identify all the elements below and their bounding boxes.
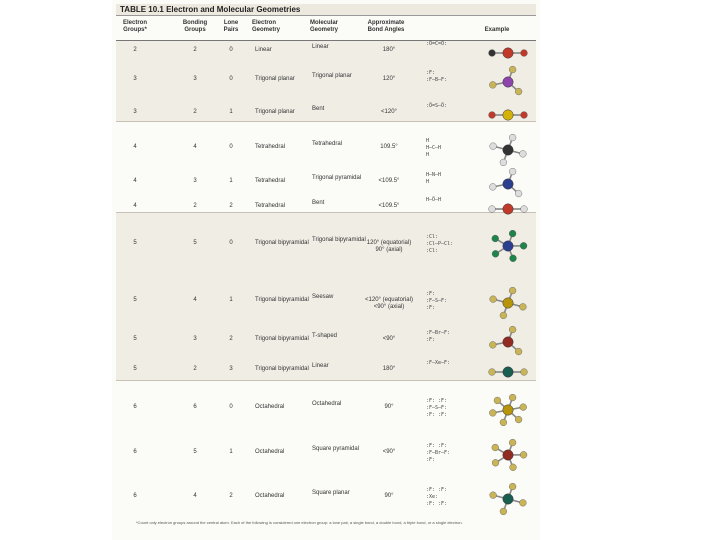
central-atom: [503, 337, 513, 347]
cell-molecular-geometry: Trigonal bipyramidal: [312, 237, 366, 243]
outer-atom: [510, 464, 517, 471]
cell-molecular-geometry: Seesaw: [312, 294, 334, 300]
cell-electron-groups: 2: [133, 47, 137, 53]
lewis-structure: H H–C–H H: [426, 138, 442, 158]
cell-electron-groups: 4: [133, 144, 137, 150]
cell-electron-geometry: Tetrahedral: [255, 203, 286, 209]
cell-bond-angles: 180°: [382, 366, 396, 372]
cell-lone-pairs: 3: [229, 366, 233, 372]
outer-atom: [489, 369, 496, 376]
central-atom: [503, 204, 513, 214]
lewis-structure: :F: :F: :F–S–F: :F: :F:: [426, 398, 448, 418]
cell-electron-groups: 3: [133, 109, 137, 115]
lewis-structure: H–Ö–H: [426, 197, 442, 203]
cell-electron-geometry: Tetrahedral: [255, 178, 286, 184]
cell-electron-geometry: Trigonal planar: [255, 76, 295, 82]
central-atom: [503, 367, 513, 377]
outer-atom: [500, 419, 507, 426]
lewis-structure: :F: :F: :Xe: :F: :F:: [426, 487, 448, 507]
outer-atom: [492, 444, 499, 451]
cell-lone-pairs: 1: [229, 109, 233, 115]
central-atom: [503, 48, 513, 58]
outer-atom: [500, 312, 507, 319]
cell-electron-groups: 6: [133, 493, 137, 499]
cell-lone-pairs: 0: [229, 240, 233, 246]
cell-lone-pairs: 2: [229, 493, 233, 499]
outer-atom: [521, 369, 528, 376]
cell-electron-groups: 5: [133, 336, 137, 342]
outer-atom: [520, 499, 527, 506]
cell-bonding-groups: 4: [193, 297, 197, 303]
cell-electron-groups: 4: [133, 178, 137, 184]
cell-electron-groups: 5: [133, 366, 137, 372]
cell-lone-pairs: 1: [229, 297, 233, 303]
outer-atom: [509, 439, 516, 446]
outer-atom: [521, 112, 528, 119]
outer-atom: [489, 341, 496, 348]
cell-bond-angles: 120°: [382, 76, 396, 82]
central-atom: [503, 77, 513, 87]
cell-electron-groups: 3: [133, 76, 137, 82]
outer-atom: [520, 303, 527, 310]
outer-atom: [509, 394, 516, 401]
central-atom: [503, 145, 513, 155]
cell-lone-pairs: 1: [229, 449, 233, 455]
central-atom: [503, 405, 513, 415]
header-molecular-geometry: Molecular Geometry: [310, 20, 339, 33]
cell-bond-angles: <109.5°: [378, 178, 400, 184]
outer-atom: [500, 508, 507, 515]
molecule-model-svg: [480, 352, 536, 392]
central-atom: [503, 450, 513, 460]
cell-molecular-geometry: Square pyramidal: [312, 446, 360, 452]
cell-bonding-groups: 2: [193, 47, 197, 53]
molecule-model: [480, 226, 536, 266]
cell-bond-angles: 109.5°: [380, 144, 398, 150]
central-atom: [503, 179, 513, 189]
cell-lone-pairs: 2: [229, 203, 233, 209]
lewis-structure: :F–Xe–F:: [426, 360, 451, 366]
outer-atom: [520, 404, 527, 411]
lewis-structure: :F: :F: :F–Br–F: :F:: [426, 443, 451, 463]
molecule-model: [480, 352, 536, 392]
footnote: *Count only electron groups around the central atom. Each of the following is considered one electron group: a lone pair, a single bond, a double bond, a triple bond, or a single electron.: [136, 520, 463, 525]
cell-bond-angles: <120°: [381, 109, 397, 115]
outer-atom: [509, 483, 516, 490]
outer-atom: [489, 409, 496, 416]
lewis-structure: H–N–H H: [426, 172, 442, 185]
cell-electron-geometry: Trigonal bipyramidal: [255, 240, 309, 246]
cell-molecular-geometry: Tetrahedral: [312, 141, 343, 147]
outer-atom: [489, 206, 496, 213]
central-atom: [503, 110, 513, 120]
outer-atom: [509, 287, 516, 294]
cell-molecular-geometry: Trigonal planar: [312, 73, 352, 79]
header-bond-angles: Approximate Bond Angles: [367, 20, 405, 33]
outer-atom: [492, 235, 499, 242]
molecule-model: [480, 390, 536, 430]
molecule-model: [480, 95, 536, 135]
lewis-structure: :Ö=C=Ö:: [426, 41, 448, 47]
cell-bond-angles: <90°: [382, 336, 396, 342]
outer-atom: [509, 168, 516, 175]
cell-molecular-geometry: Square planar: [312, 490, 350, 496]
cell-lone-pairs: 0: [229, 47, 233, 53]
outer-atom: [515, 88, 522, 95]
outer-atom: [515, 416, 522, 423]
header-bonding-groups: Bonding Groups: [182, 20, 208, 33]
header-lone-pairs: Lone Pairs: [223, 20, 239, 33]
molecule-model: [480, 479, 536, 519]
outer-atom: [490, 296, 497, 303]
cell-bond-angles: 180°: [382, 47, 396, 53]
cell-molecular-geometry: Linear: [312, 44, 329, 50]
molecule-model: [480, 189, 536, 229]
outer-atom: [520, 451, 527, 458]
outer-atom: [489, 50, 496, 57]
cell-bonding-groups: 4: [193, 493, 197, 499]
outer-atom: [510, 255, 517, 262]
molecule-model-svg: [480, 189, 536, 229]
cell-bonding-groups: 2: [193, 366, 197, 372]
cell-bonding-groups: 6: [193, 404, 197, 410]
cell-lone-pairs: 0: [229, 144, 233, 150]
cell-bonding-groups: 2: [193, 109, 197, 115]
molecule-model: [480, 435, 536, 475]
cell-bonding-groups: 2: [193, 203, 197, 209]
cell-molecular-geometry: Linear: [312, 363, 329, 369]
cell-electron-groups: 5: [133, 297, 137, 303]
header-example: Example: [484, 27, 510, 33]
molecule-model-svg: [480, 435, 536, 475]
cell-molecular-geometry: Trigonal pyramidal: [312, 175, 362, 181]
outer-atom: [509, 326, 516, 333]
molecule-model-svg: [480, 479, 536, 519]
molecule-model-svg: [480, 95, 536, 135]
group-separator: [116, 380, 536, 381]
cell-lone-pairs: 0: [229, 76, 233, 82]
outer-atom: [509, 134, 516, 141]
cell-bonding-groups: 3: [193, 178, 197, 184]
cell-bond-angles: 120° (equatorial) 90° (axial): [366, 240, 412, 253]
cell-bond-angles: 90°: [384, 404, 394, 410]
molecule-model-svg: [480, 283, 536, 323]
lewis-structure: :Cl: :Cl–P–Cl: :Cl:: [426, 234, 454, 254]
outer-atom: [494, 397, 501, 404]
cell-molecular-geometry: Octahedral: [312, 401, 342, 407]
cell-electron-geometry: Tetrahedral: [255, 144, 286, 150]
outer-atom: [520, 150, 527, 157]
molecule-model-svg: [480, 390, 536, 430]
outer-atom: [521, 206, 528, 213]
outer-atom: [521, 50, 528, 57]
outer-atom: [509, 230, 516, 237]
central-atom: [503, 298, 513, 308]
textbook-page: [112, 0, 540, 540]
group-separator: [116, 121, 536, 122]
cell-electron-groups: 5: [133, 240, 137, 246]
group-separator: [116, 212, 536, 213]
lewis-structure: :F: :F–B–F:: [426, 70, 448, 83]
cell-electron-geometry: Trigonal bipyramidal: [255, 297, 309, 303]
lewis-structure: :Ö=S–Ö:: [426, 103, 448, 109]
outer-atom: [490, 143, 497, 150]
lewis-structure: :F–Br–F: :F:: [426, 330, 451, 343]
lewis-structure: :F: :F–S–F: :F:: [426, 291, 448, 311]
outer-atom: [509, 66, 516, 73]
cell-electron-geometry: Linear: [255, 47, 272, 53]
table-title: TABLE 10.1 Electron and Molecular Geometries: [116, 4, 536, 16]
molecule-model: [480, 283, 536, 323]
outer-atom: [490, 492, 497, 499]
cell-bond-angles: <90°: [382, 449, 396, 455]
header-electron-geometry: Electron Geometry: [252, 20, 281, 33]
cell-electron-groups: 6: [133, 404, 137, 410]
cell-bond-angles: 90°: [384, 493, 394, 499]
outer-atom: [492, 250, 499, 257]
cell-electron-geometry: Trigonal planar: [255, 109, 295, 115]
outer-atom: [520, 242, 527, 249]
outer-atom: [489, 112, 496, 119]
outer-atom: [492, 459, 499, 466]
cell-molecular-geometry: Bent: [312, 106, 325, 112]
cell-bonding-groups: 3: [193, 76, 197, 82]
cell-molecular-geometry: T-shaped: [312, 333, 338, 339]
outer-atom: [489, 81, 496, 88]
cell-bond-angles: <120° (equatorial) <90° (axial): [365, 297, 413, 310]
cell-molecular-geometry: Bent: [312, 200, 325, 206]
header-electron-groups: Electron Groups*: [122, 20, 147, 33]
cell-electron-groups: 4: [133, 203, 137, 209]
cell-electron-geometry: Octahedral: [255, 449, 285, 455]
cell-electron-geometry: Trigonal bipyramidal: [255, 366, 309, 372]
cell-bond-angles: <109.5°: [378, 203, 400, 209]
cell-lone-pairs: 0: [229, 404, 233, 410]
cell-electron-geometry: Trigonal bipyramidal: [255, 336, 309, 342]
central-atom: [503, 494, 513, 504]
cell-lone-pairs: 1: [229, 178, 233, 184]
cell-bonding-groups: 3: [193, 336, 197, 342]
cell-lone-pairs: 2: [229, 336, 233, 342]
molecule-model-svg: [480, 226, 536, 266]
central-atom: [503, 241, 513, 251]
cell-bonding-groups: 4: [193, 144, 197, 150]
cell-bonding-groups: 5: [193, 449, 197, 455]
cell-electron-geometry: Octahedral: [255, 404, 285, 410]
cell-bonding-groups: 5: [193, 240, 197, 246]
cell-electron-groups: 6: [133, 449, 137, 455]
cell-electron-geometry: Octahedral: [255, 493, 285, 499]
